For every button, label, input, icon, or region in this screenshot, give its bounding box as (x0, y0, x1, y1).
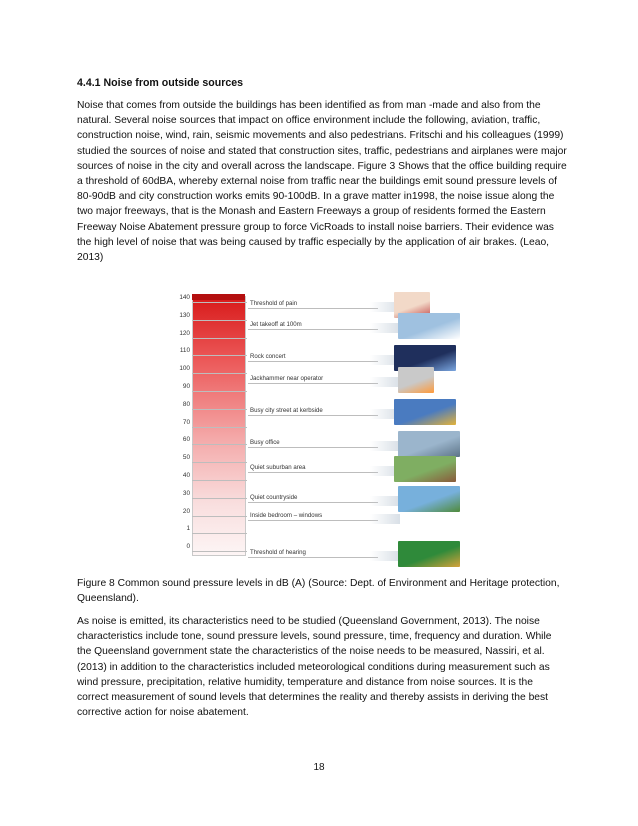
level-label: Inside bedroom – windows (250, 511, 323, 519)
level-label: Quiet suburban area (250, 463, 306, 471)
tick-label-6: 80 (182, 400, 190, 408)
level-underline (248, 472, 378, 473)
tick-label-8: 60 (182, 436, 190, 444)
tick-label-13: 1 (186, 525, 190, 533)
tick-gridline (192, 391, 247, 392)
tick-gridline (192, 444, 247, 445)
level-underline (248, 520, 378, 521)
tick-label-3: 110 (179, 347, 190, 355)
level-illustration (394, 399, 456, 425)
tick-label-14: 0 (186, 543, 190, 551)
tick-gridline (192, 551, 247, 552)
level-label: Busy office (250, 438, 280, 446)
level-label: Jet takeoff at 100m (250, 321, 302, 329)
level-label: Quiet countryside (250, 494, 298, 502)
tick-gridline (192, 462, 247, 463)
tick-gridline (192, 498, 247, 499)
level-illustration (398, 486, 460, 512)
level-pointer (370, 551, 400, 561)
level-pointer (370, 514, 400, 524)
level-illustration (398, 541, 460, 567)
page-number: 18 (313, 762, 325, 773)
level-underline (248, 557, 378, 558)
level-underline (248, 415, 378, 416)
tick-label-11: 30 (182, 489, 190, 497)
level-pointer (370, 441, 400, 451)
level-pointer (370, 496, 400, 506)
level-illustration (398, 367, 434, 393)
level-underline (248, 383, 378, 384)
tick-gridline (192, 320, 247, 321)
tick-label-5: 90 (182, 383, 190, 390)
level-underline (248, 308, 378, 309)
paragraph-noise-characteristics: As noise is emitted, its characteristics need to be studied (Queensland Government, 2013). The noise characteristics include tone, sound pressure levels, sound pressure, time, frequency and duration. While the Queensland government state the characteristics of the noise needs to be measured, Nassiri, et al.(2013) in addition to the characteristics included meteorological conditions during measurement such as wind pressure, precipitation, relative humidity, temperature and distance from noise sources. It is the correct measurement of sound levels that determines the reality and thereby assists in deriving the best corrective action for noise abatement. (77, 616, 552, 719)
level-pointer (370, 323, 400, 333)
level-illustration (398, 431, 460, 457)
tick-label-9: 50 (182, 454, 190, 462)
tick-label-4: 100 (179, 365, 190, 373)
level-underline (248, 329, 378, 330)
tick-gridline (192, 480, 247, 481)
level-label: Jackhammer near operator (250, 374, 324, 382)
sound-levels-figure (170, 290, 470, 558)
level-label: Rock concert (250, 353, 286, 361)
level-label: Threshold of hearing (250, 549, 306, 557)
tick-gridline (192, 533, 247, 534)
figure-caption: Figure 8 Common sound pressure levels in dB (A) (Source: Dept. of Environment and Heritage protection, Queensland). (77, 578, 560, 605)
tick-gridline (192, 409, 247, 410)
tick-label-10: 40 (182, 472, 190, 479)
tick-gridline (192, 373, 247, 374)
tick-label-7: 70 (182, 418, 190, 426)
decibel-bar-top (192, 294, 245, 300)
level-illustration (398, 313, 460, 339)
tick-gridline (192, 355, 247, 356)
level-label: Threshold of pain (250, 300, 298, 307)
tick-label-12: 20 (182, 507, 190, 515)
paragraph-outside-noise: Noise that comes from outside the buildings has been identified as from man -made and also from the natural. Several noise sources that impact on office environment include the following, aviation, traffic, construction noise, wind, rain, seismic movements and also pedestrians. Fritschi and his colleagues (1999) studied the sources of noise and stated that construction sites, traffic, pedestrians and airplanes were major sources of noise in the city and overall across the landscape. Figure 3 Shows that the office building require a threshold of 60dBA, whereby external noise from traffic near the buildings emit sound pressure levels of 80-90dB and city construction works emits 90-100dB. In a grave matter in1998, the noise issue along the two major freeways, that is the Monash and Eastern Freeways a group of residents formed the Eastern Freeway Noise Abatement pressure group to force VicRoads to install noise barriers. Their evidence was the high level of noise that was being caused by traffic especially by the application of air brakes. (Leao, 2013) (77, 100, 567, 264)
level-label: Busy city street at kerbside (250, 406, 323, 414)
tick-gridline (192, 427, 247, 428)
tick-label-1: 130 (179, 311, 190, 319)
tick-gridline (192, 516, 247, 517)
section-heading: 4.4.1 Noise from outside sources (77, 77, 244, 89)
level-pointer (370, 377, 400, 387)
tick-label-0: 140 (179, 294, 190, 301)
tick-label-2: 120 (179, 329, 190, 337)
tick-gridline (192, 302, 247, 303)
level-underline (248, 447, 378, 448)
tick-gridline (192, 338, 247, 339)
level-illustration (394, 456, 456, 482)
level-underline (248, 502, 378, 503)
level-underline (248, 361, 378, 362)
